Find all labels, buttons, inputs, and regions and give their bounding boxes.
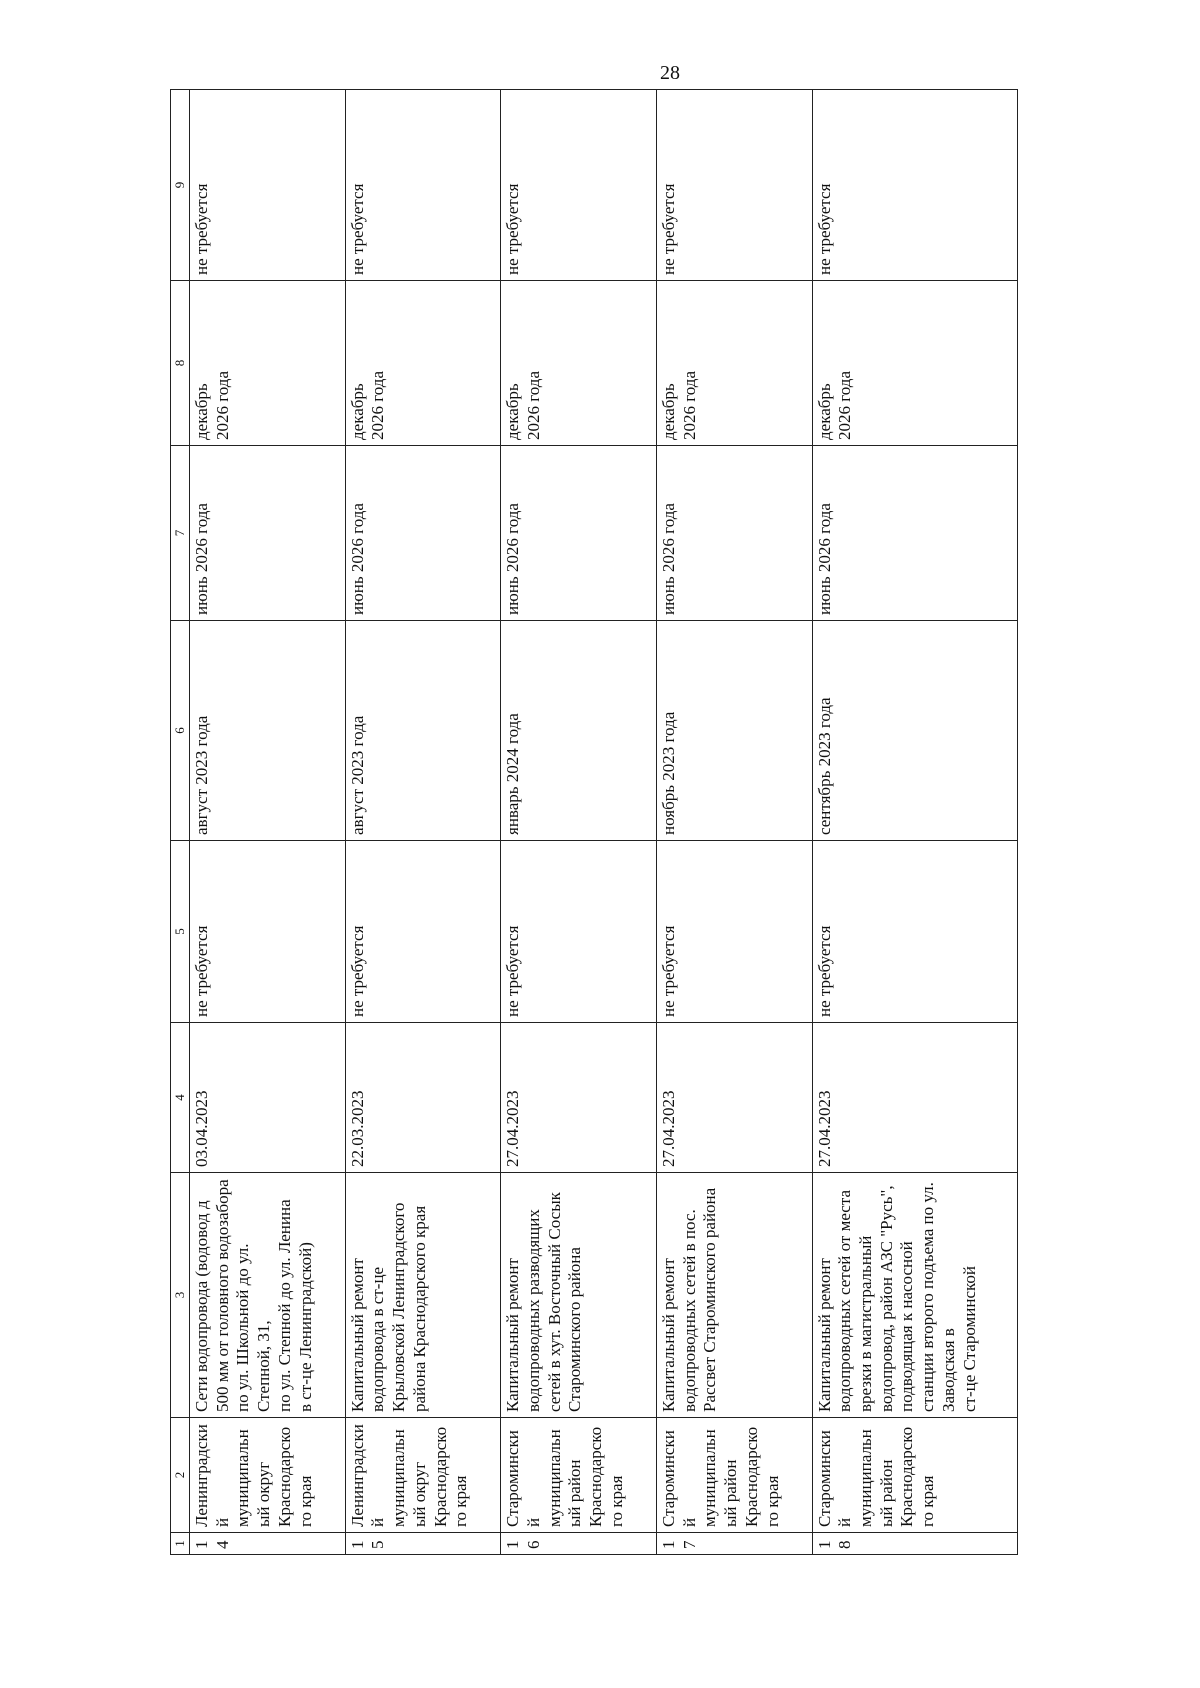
row-number: 14: [190, 1533, 346, 1555]
object-line: в ст-це Ленинградской): [295, 1242, 315, 1412]
date-cell: 27.04.2023: [656, 1023, 812, 1173]
object-cell: [501, 1173, 657, 1418]
object-line: Капитальный ремонт водопроводных сетей от места врезки в магистральный водопровод, район АЗС "Русь", подводящая к насосной станции второго подъема по ул. Заводская в: [814, 1182, 958, 1412]
start-cell: август 2023 года: [190, 621, 346, 841]
date-cell: 27.04.2023: [501, 1023, 657, 1173]
commission-cell: [656, 281, 812, 446]
start-cell: август 2023 года: [345, 621, 501, 841]
col9-cell: не требуется: [190, 90, 346, 281]
expertise-cell: не требуется: [501, 841, 657, 1023]
column-header: 7: [171, 446, 190, 621]
object-cell: [190, 1173, 346, 1418]
commission-line: 2026 года: [523, 370, 543, 440]
object-line: ст-це Староминской: [959, 1266, 979, 1412]
commission-line: 2026 года: [679, 370, 699, 440]
finish-cell: июнь 2026 года: [501, 446, 657, 621]
finish-cell: июнь 2026 года: [812, 446, 1018, 621]
table-row: [190, 90, 346, 1555]
start-cell: ноябрь 2023 года: [656, 621, 812, 841]
start-cell: сентябрь 2023 года: [812, 621, 1018, 841]
object-cell: [345, 1173, 501, 1418]
commission-line: декабрь: [503, 383, 523, 440]
table-row: [501, 90, 657, 1555]
commission-cell: [501, 281, 657, 446]
rotated-table-container: [170, 90, 1018, 1555]
header-row: [171, 90, 190, 1555]
column-header: 6: [171, 621, 190, 841]
col9-cell: не требуется: [656, 90, 812, 281]
municipality-cell: Ленинградский муниципальный округ Краснодарского края: [345, 1418, 501, 1533]
page-number: 28: [660, 62, 680, 84]
commission-line: декабрь: [192, 383, 211, 440]
object-line: Капитальный ремонт водопроводных разводящих сетей в хут. Восточный Сосык Староминского района: [503, 1192, 585, 1412]
row-number: 18: [812, 1533, 1018, 1555]
object-line: Сети водопровода (водовод д 500 мм от головного водозабора по ул. Школьной до ул. Степной, 31,: [192, 1179, 274, 1412]
object-line: Капитальный ремонт водопровода в ст-це Крыловской Ленинградского района Краснодарского края: [347, 1202, 429, 1412]
finish-cell: июнь 2026 года: [345, 446, 501, 621]
object-line: Капитальный ремонт водопроводных сетей в пос. Рассвет Староминского района: [658, 1187, 720, 1412]
finish-cell: июнь 2026 года: [190, 446, 346, 621]
table-row: [345, 90, 501, 1555]
commission-line: 2026 года: [835, 370, 855, 440]
commission-cell: [345, 281, 501, 446]
commission-cell: [812, 281, 1018, 446]
col9-cell: не требуется: [345, 90, 501, 281]
data-table: [170, 89, 1018, 1555]
column-header: 9: [171, 90, 190, 281]
municipality-cell: Староминский муниципальный район Краснодарского края: [501, 1418, 657, 1533]
object-cell: [656, 1173, 812, 1418]
row-number: 17: [656, 1533, 812, 1555]
column-header: 4: [171, 1023, 190, 1173]
expertise-cell: не требуется: [345, 841, 501, 1023]
object-line: по ул. Степной до ул. Ленина: [274, 1199, 294, 1412]
table-row: [656, 90, 812, 1555]
row-number: 16: [501, 1533, 657, 1555]
commission-cell: [190, 281, 346, 446]
object-cell: [812, 1173, 1018, 1418]
row-number: 15: [345, 1533, 501, 1555]
column-header: 3: [171, 1173, 190, 1418]
column-header: 1: [171, 1533, 190, 1555]
municipality-cell: Староминский муниципальный район Краснодарского края: [656, 1418, 812, 1533]
finish-cell: июнь 2026 года: [656, 446, 812, 621]
expertise-cell: не требуется: [190, 841, 346, 1023]
col9-cell: не требуется: [501, 90, 657, 281]
column-header: 5: [171, 841, 190, 1023]
column-header: 2: [171, 1418, 190, 1533]
expertise-cell: не требуется: [656, 841, 812, 1023]
municipality-cell: Ленинградский муниципальный округ Краснодарского края: [190, 1418, 346, 1533]
expertise-cell: не требуется: [812, 841, 1018, 1023]
col9-cell: не требуется: [812, 90, 1018, 281]
commission-line: декабрь: [347, 383, 367, 440]
commission-line: 2026 года: [368, 370, 388, 440]
date-cell: 03.04.2023: [190, 1023, 346, 1173]
commission-line: декабрь: [658, 383, 678, 440]
start-cell: январь 2024 года: [501, 621, 657, 841]
commission-line: 2026 года: [212, 370, 232, 440]
date-cell: 22.03.2023: [345, 1023, 501, 1173]
column-header: 8: [171, 281, 190, 446]
date-cell: 27.04.2023: [812, 1023, 1018, 1173]
commission-line: декабрь: [814, 383, 834, 440]
table-row: [812, 90, 1018, 1555]
municipality-cell: Староминский муниципальный район Краснодарского края: [812, 1418, 1018, 1533]
